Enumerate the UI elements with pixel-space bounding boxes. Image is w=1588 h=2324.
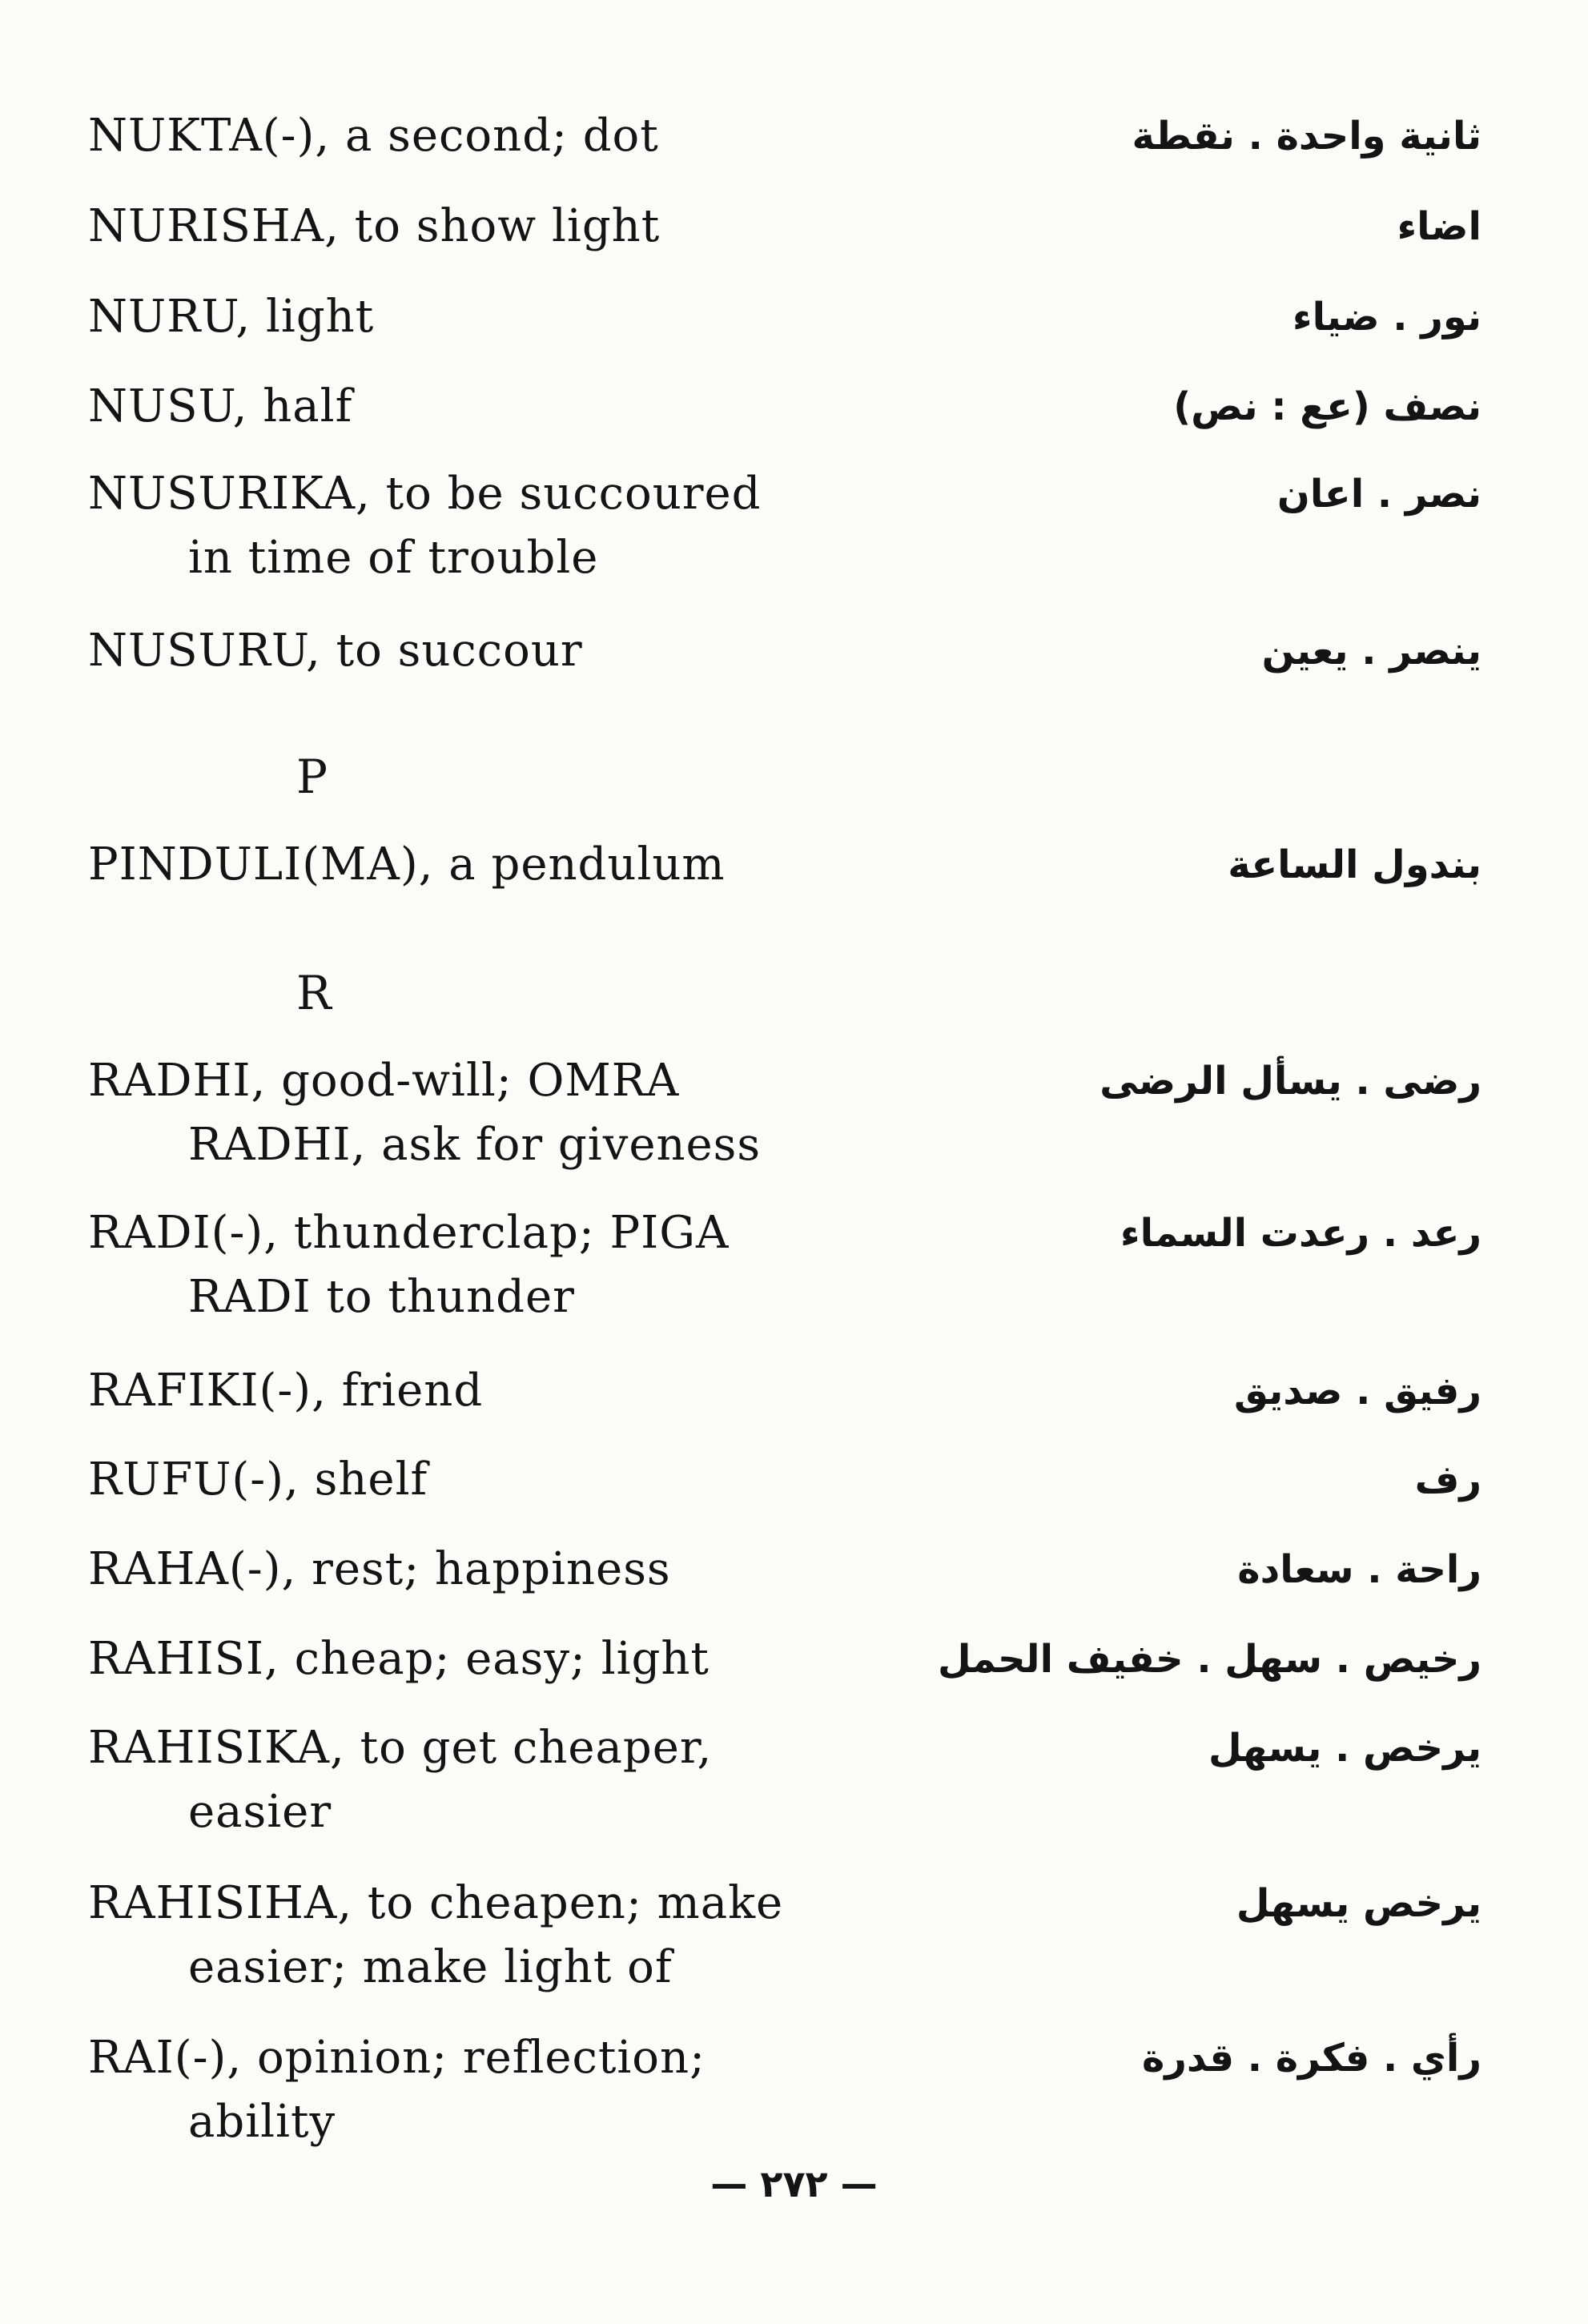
swahili-term — [88, 1627, 857, 1691]
term-line-1: RAHISI, cheap; easy; light — [88, 1633, 710, 1685]
term-line-2: easier — [188, 1786, 332, 1838]
arabic-translation: رضى . يسأل الرضى — [1100, 1059, 1481, 1104]
term-line-1: NURISHA, to show light — [88, 200, 661, 252]
term-line-1: NURU, light — [88, 291, 375, 343]
term-line-1: NUSURIKA, to be succoured — [88, 468, 762, 520]
arabic-translation: راحة . سعادة — [1237, 1547, 1481, 1592]
arabic-translation: رعد . رعدت السماء — [1120, 1211, 1481, 1256]
page-number: — ٢٧٢ — — [710, 2162, 878, 2205]
section-heading-p: P — [296, 750, 329, 804]
swahili-term — [88, 104, 857, 168]
term-line-2: in time of trouble — [188, 532, 599, 584]
arabic-translation: بندول الساعة — [1228, 842, 1481, 887]
swahili-term — [88, 619, 857, 683]
swahili-term — [88, 1872, 857, 2000]
swahili-term — [88, 1448, 857, 1512]
section-heading-r: R — [296, 966, 332, 1020]
swahili-term — [88, 1716, 857, 1844]
arabic-translation: رفيق . صديق — [1234, 1369, 1481, 1413]
term-line-1: NUKTA(-), a second; dot — [88, 110, 659, 162]
term-line-1: RADHI, good-will; OMRA — [88, 1055, 680, 1107]
arabic-translation: اضاء — [1397, 204, 1481, 249]
term-line-1: RAHA(-), rest; happiness — [88, 1543, 671, 1595]
swahili-term — [88, 1201, 857, 1329]
term-line-2: easier; make light of — [188, 1941, 673, 1993]
term-line-2: ability — [188, 2096, 336, 2148]
swahili-term — [88, 1359, 857, 1423]
arabic-translation: نور . ضياء — [1293, 295, 1481, 340]
term-line-1: RAI(-), opinion; reflection; — [88, 2032, 706, 2084]
swahili-term — [88, 833, 857, 897]
arabic-translation: ينصر . يعين — [1261, 629, 1481, 673]
term-line-1: NUSU, half — [88, 380, 353, 432]
arabic-translation: رخيص . سهل . خفيف الحمل — [937, 1637, 1481, 1682]
term-line-1: RAHISIKA, to get cheaper, — [88, 1722, 713, 1774]
swahili-term — [88, 195, 857, 259]
term-line-1: RADI(-), thunderclap; PIGA — [88, 1207, 730, 1259]
swahili-term — [88, 462, 857, 590]
term-line-1: RAFIKI(-), friend — [88, 1365, 484, 1417]
arabic-translation: رأي . فكرة . قدرة — [1141, 2036, 1481, 2081]
term-line-2: RADHI, ask for giveness — [188, 1119, 762, 1171]
swahili-term — [88, 375, 857, 439]
term-line-1: RAHISIHA, to cheapen; make — [88, 1877, 784, 1929]
swahili-term — [88, 2026, 857, 2154]
arabic-translation: نصر . اعان — [1276, 472, 1481, 517]
arabic-translation: رف — [1414, 1458, 1481, 1502]
swahili-term — [88, 285, 857, 349]
swahili-term — [88, 1049, 857, 1177]
term-line-1: NUSURU, to succour — [88, 625, 583, 677]
term-line-1: RUFU(-), shelf — [88, 1454, 428, 1506]
arabic-translation: نصف (عع : نص) — [1173, 384, 1481, 429]
swahili-term — [88, 1538, 857, 1602]
term-line-2: RADI to thunder — [188, 1271, 575, 1323]
arabic-translation: يرخص يسهل — [1236, 1881, 1481, 1926]
arabic-translation: ثانية واحدة . نقطة — [1132, 114, 1481, 159]
term-line-1: PINDULI(MA), a pendulum — [88, 838, 726, 891]
arabic-translation: يرخص . يسهل — [1208, 1726, 1481, 1771]
